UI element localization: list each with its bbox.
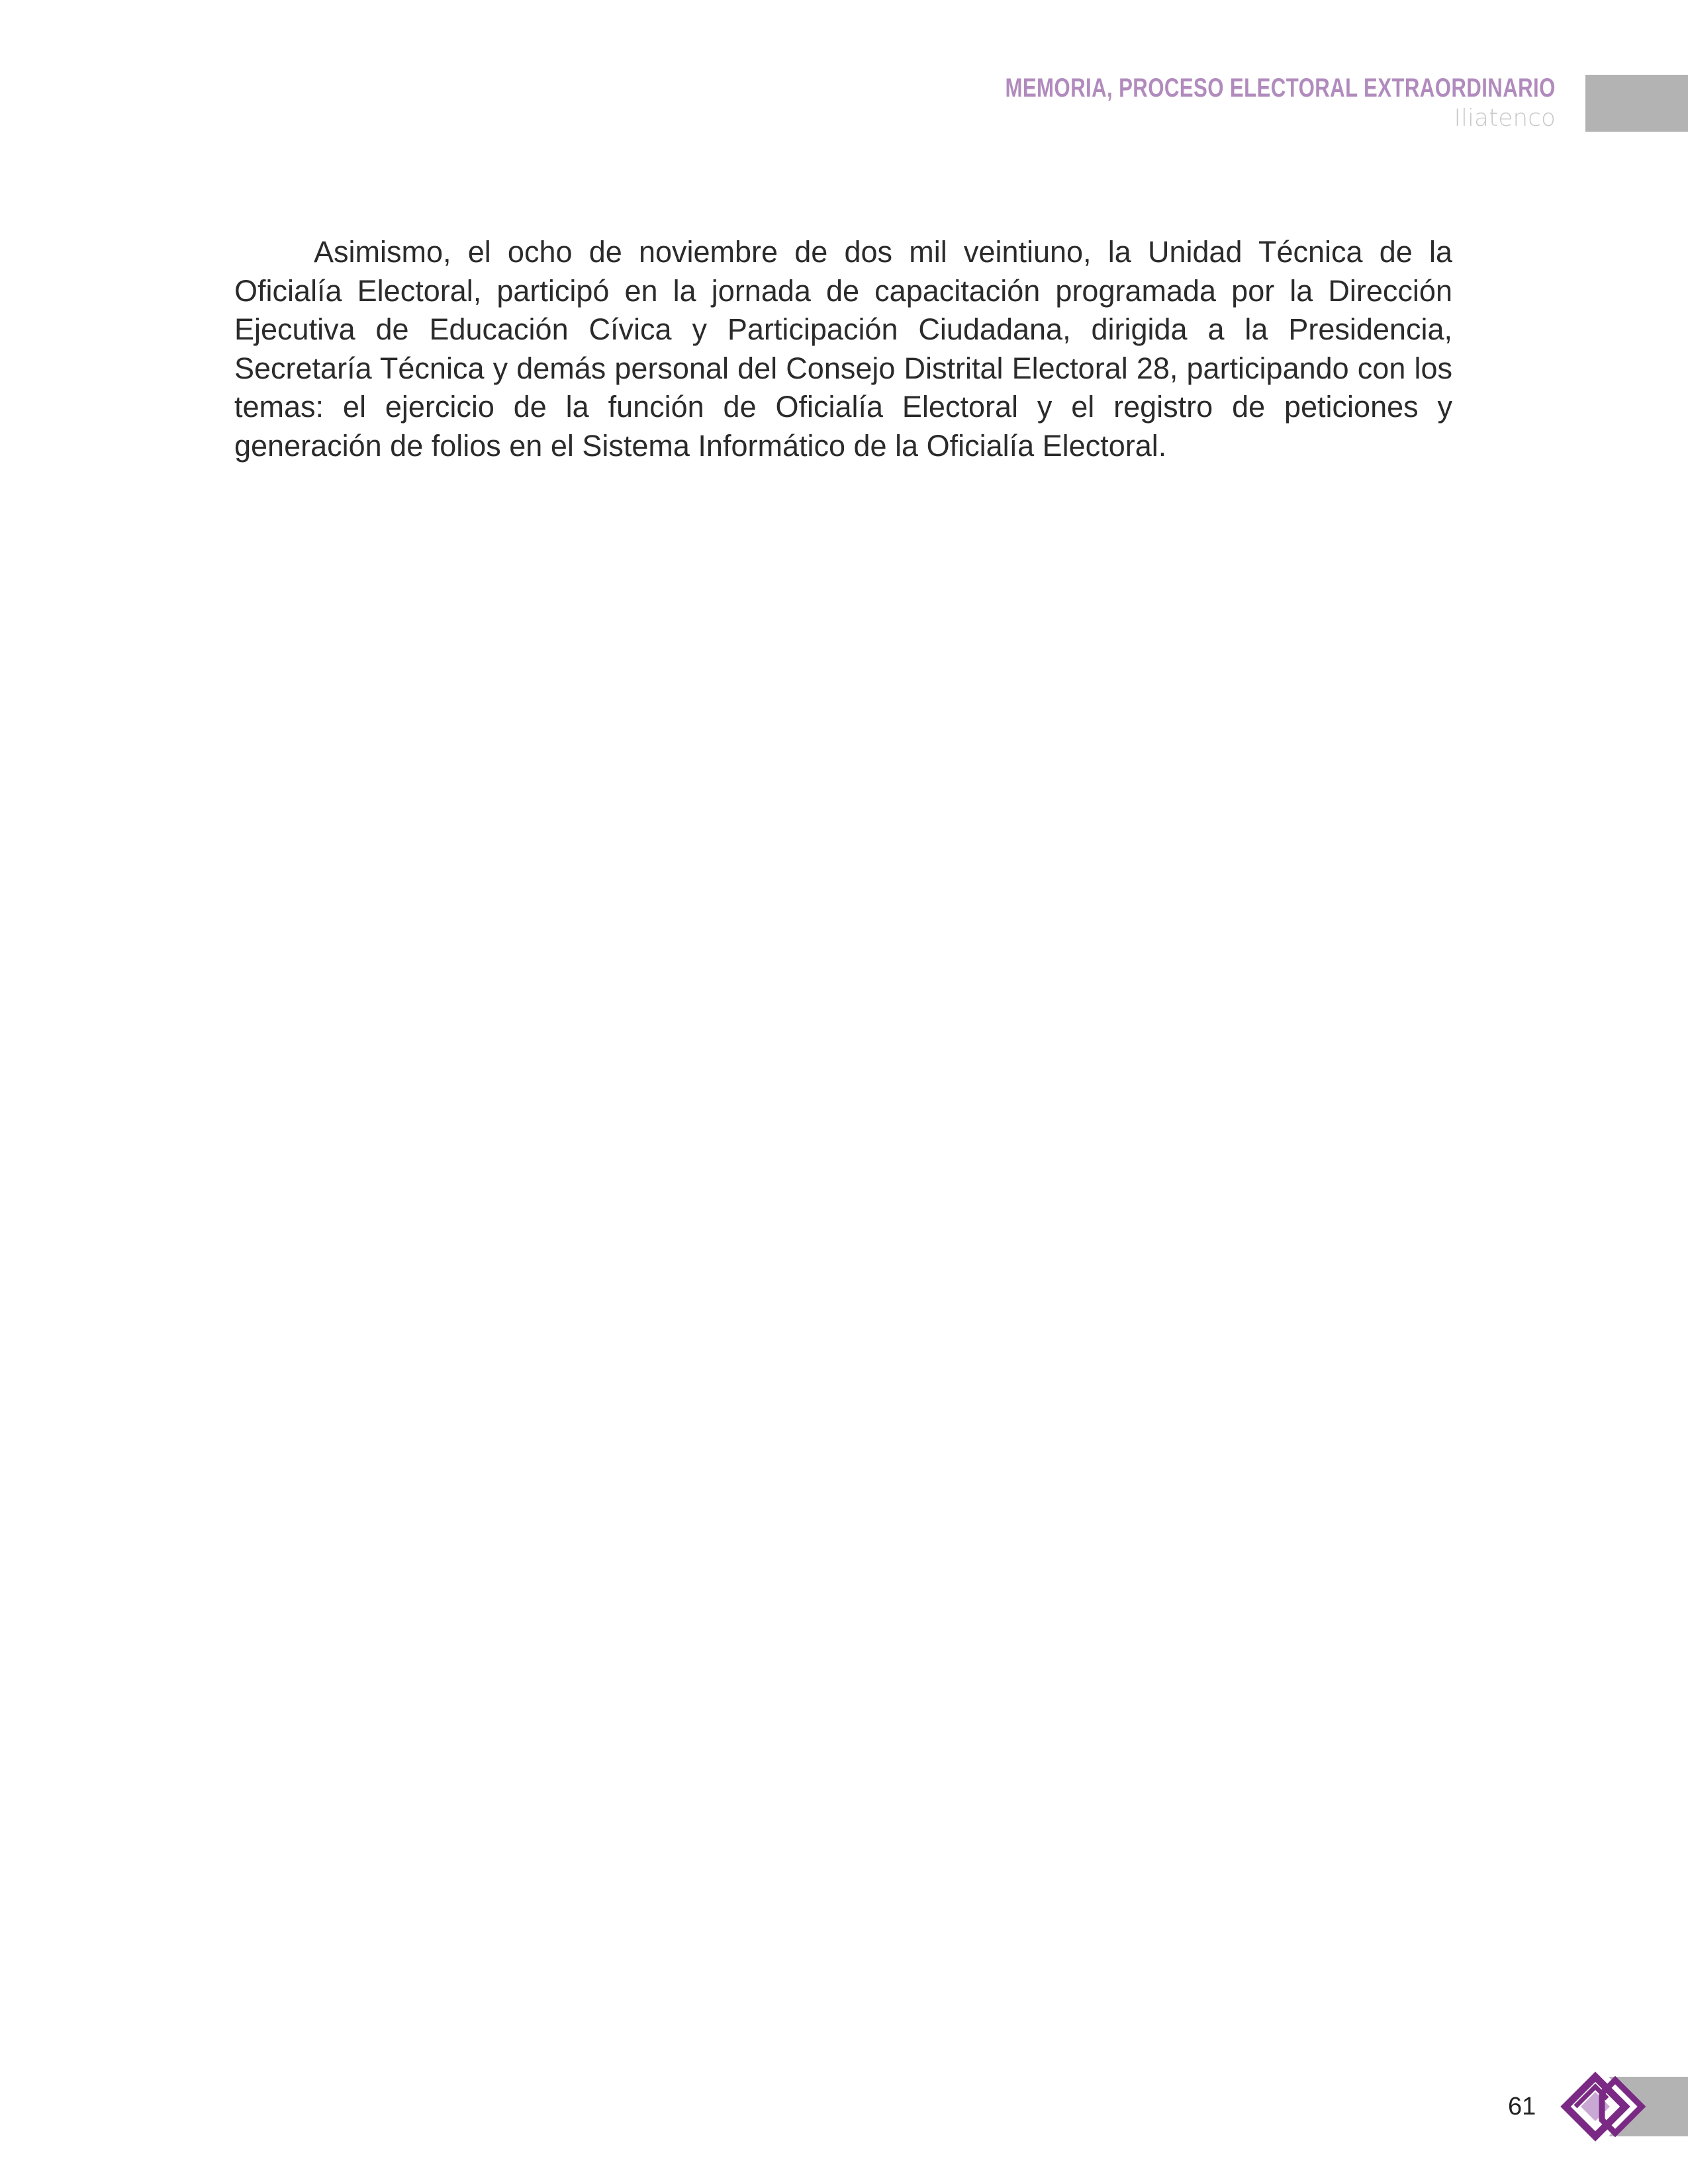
greca-diamond-logo-icon (1556, 2070, 1688, 2143)
page-number: 61 (1508, 2093, 1536, 2120)
document-title: MEMORIA, PROCESO ELECTORAL EXTRAORDINARIO (1005, 73, 1556, 103)
body-paragraph: Asimismo, el ocho de noviembre de dos mil veintiuno, la Unidad Técnica de la Oficialía Electoral, participó en la jornada de capacitación programada por la Dirección Ejecutiva de Educación Cívica y Participación Ciudadana, dirigida a la Presidencia, Secretaría Técnica y demás personal del Consejo Distrital Electoral 28, participando con los temas: el ejercicio de la función de Oficialía Electoral y el registro de peticiones y generación de folios en el Sistema Informático de la Oficialía Electoral. (234, 235, 1452, 463)
document-subtitle: Iliatenco (1454, 105, 1556, 132)
page-header (850, 71, 1556, 134)
header-tab-block (1585, 75, 1688, 132)
